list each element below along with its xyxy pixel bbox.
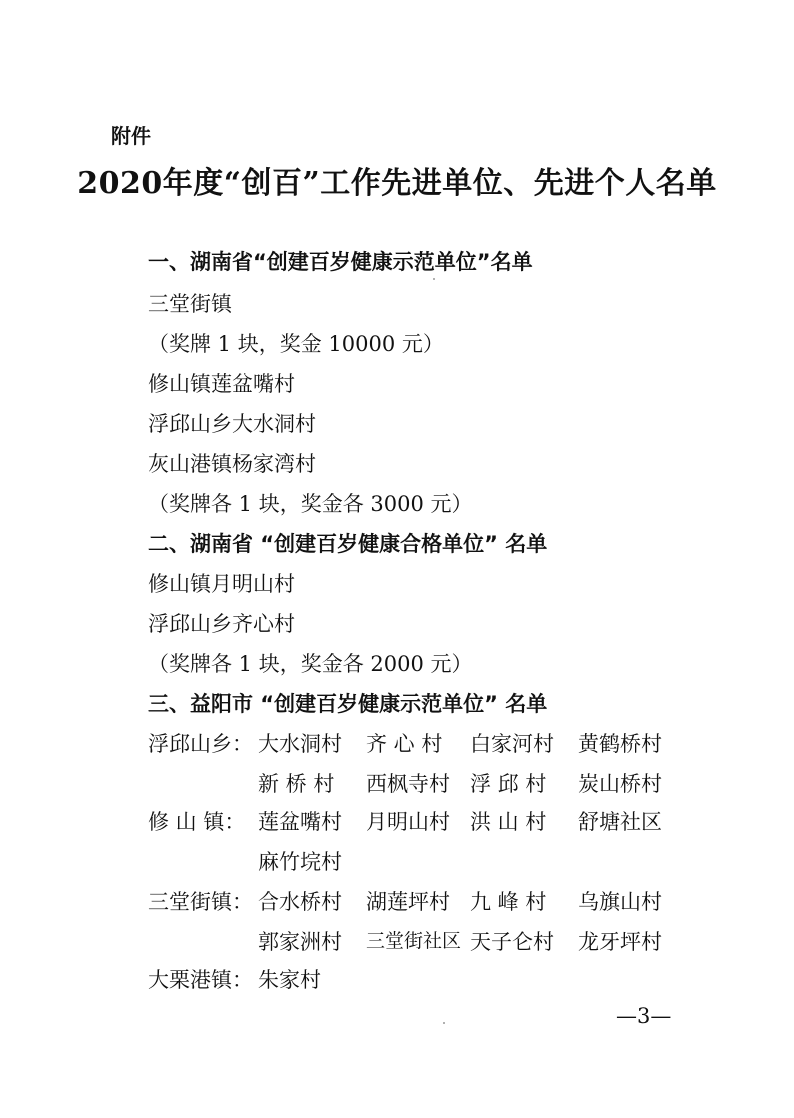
scan-speck — [443, 1022, 445, 1024]
village-cell: 乌旗山村 — [578, 890, 662, 914]
village-cell: 洪 山 村 — [470, 810, 547, 834]
village-cell: 湖莲坪村 — [366, 890, 450, 914]
section2-village-2: 浮邱山乡齐心村 — [148, 612, 295, 636]
village-cell: 朱家村 — [258, 968, 321, 992]
village-cell: 大水洞村 — [258, 732, 342, 756]
village-cell: 月明山村 — [366, 810, 450, 834]
section1-award1: （奖牌 1 块，奖金 10000 元） — [148, 332, 444, 356]
village-cell: 新 桥 村 — [258, 772, 335, 796]
section1-village-1: 修山镇莲盆嘴村 — [148, 372, 295, 396]
section1-award2: （奖牌各 1 块，奖金各 3000 元） — [148, 492, 473, 516]
section1-heading: 一、湖南省“创建百岁健康示范单位”名单 — [148, 250, 533, 274]
page-number: —3— — [616, 1004, 672, 1028]
section1-village-2: 浮邱山乡大水洞村 — [148, 412, 316, 436]
section2-village-1: 修山镇月明山村 — [148, 572, 295, 596]
scan-speck — [433, 278, 435, 280]
group-label: 修 山 镇： — [148, 810, 246, 834]
village-cell: 莲盆嘴村 — [258, 810, 342, 834]
village-cell: 九 峰 村 — [470, 890, 547, 914]
village-cell: 舒塘社区 — [578, 810, 662, 834]
village-cell: 龙牙坪村 — [578, 930, 662, 954]
section2-heading: 二、湖南省 “创建百岁健康合格单位” 名单 — [148, 532, 548, 556]
group-label: 大栗港镇： — [148, 968, 253, 992]
group-label: 三堂街镇： — [148, 890, 253, 914]
document-title: 2020年度“创百”工作先进单位、先进个人名单 — [77, 166, 717, 201]
village-cell: 麻竹垸村 — [258, 850, 342, 874]
village-cell: 天子仑村 — [470, 930, 554, 954]
section3-heading: 三、益阳市 “创建百岁健康示范单位” 名单 — [148, 692, 548, 716]
village-cell: 合水桥村 — [258, 890, 342, 914]
village-cell: 黄鹤桥村 — [578, 732, 662, 756]
section1-village-3: 灰山港镇杨家湾村 — [148, 452, 316, 476]
village-cell: 白家河村 — [470, 732, 554, 756]
village-cell: 浮 邱 村 — [470, 772, 547, 796]
section2-award: （奖牌各 1 块，奖金各 2000 元） — [148, 652, 473, 676]
village-cell: 西枫寺村 — [366, 772, 450, 796]
attachment-label: 附件 — [111, 124, 151, 148]
section1-unit: 三堂街镇 — [148, 292, 232, 316]
village-cell: 炭山桥村 — [578, 772, 662, 796]
group-label: 浮邱山乡： — [148, 732, 253, 756]
village-cell: 郭家洲村 — [258, 930, 342, 954]
village-cell: 齐 心 村 — [366, 732, 443, 756]
village-cell: 三堂街社区 — [366, 930, 462, 952]
